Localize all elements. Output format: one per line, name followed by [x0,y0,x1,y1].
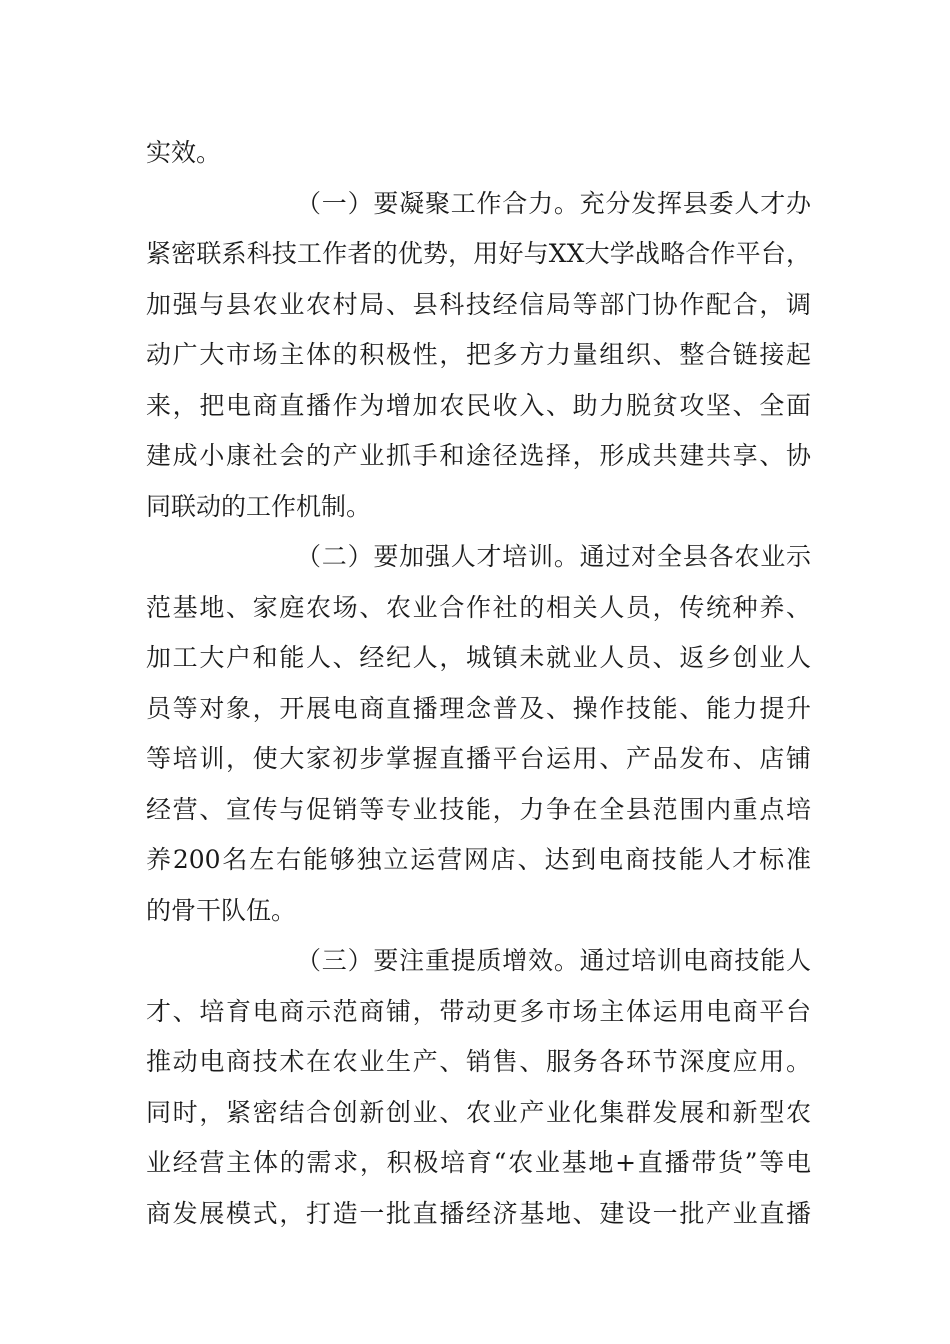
text-line: 加强与县农业农村局、县科技经信局等部门协作配合，调 [146,289,811,319]
section-heading-line: （三）要注重提质增效。通过培训电商技能人 [296,946,811,975]
text-line: 推动电商技术在农业生产、销售、服务各环节深度应用。 [146,1047,811,1076]
text-line: 同时，紧密结合创新创业、农业产业化集群发展和新型农 [146,1097,811,1127]
text-line: 的骨干队伍。 [146,895,297,925]
text-line: 业经营主体的需求，积极培育“农业基地+直播带货”等电 [146,1148,811,1177]
section-heading-line: （二）要加强人才培训。通过对全县各农业示 [296,542,811,571]
text-line: 范基地、家庭农场、农业合作社的相关人员，传统种养、 [146,592,811,622]
text-line: 员等对象，开展电商直播理念普及、操作技能、能力提升 [146,693,811,723]
text-line: 加工大户和能人、经纪人，城镇未就业人员、返乡创业人 [146,643,811,672]
text-line: 商发展模式，打造一批直播经济基地、建设一批产业直播 [146,1198,811,1228]
text-line: 紧密联系科技工作者的优势，用好与XX大学战略合作平台， [146,239,811,268]
text-line: 才、培育电商示范商铺，带动更多市场主体运用电商平台 [146,996,811,1026]
section-heading-line: （一）要凝聚工作合力。充分发挥县委人才办 [296,188,811,218]
text-line: 动广大市场主体的积极性，把多方力量组织、整合链接起 [146,340,811,369]
body-text [146,128,811,1239]
text-line: 实效。 [146,138,222,167]
text-line: 同联动的工作机制。 [146,491,372,521]
text-line: 来，把电商直播作为增加农民收入、助力脱贫攻坚、全面 [146,390,811,420]
text-line: 等培训，使大家初步掌握直播平台运用、产品发布、店铺 [146,744,811,773]
text-line: 建成小康社会的产业抓手和途径选择，形成共建共享、协 [146,441,811,470]
text-line: 养200名左右能够独立运营网店、达到电商技能人才标准 [146,845,811,874]
text-line: 经营、宣传与促销等专业技能，力争在全县范围内重点培 [146,794,811,824]
